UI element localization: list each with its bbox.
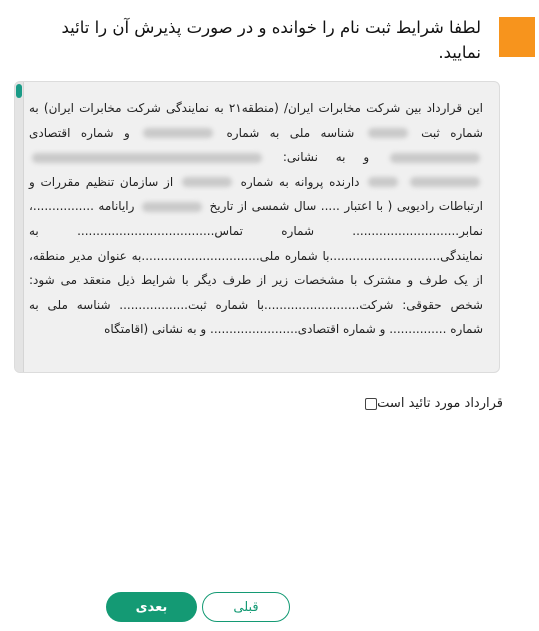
redacted-value bbox=[410, 177, 480, 187]
redacted-value bbox=[142, 202, 202, 212]
contract-line: دارنده پروانه به شماره bbox=[240, 174, 360, 189]
contract-line: یک طرف و مشترک با مشخصات زیر از طرف دیگر با شرایط ذیل منعقد می شود: bbox=[29, 273, 468, 288]
contract-line: شماره ثبت bbox=[421, 125, 483, 140]
contract-line: نمابر............................ شماره تماس.................................... به bbox=[29, 223, 483, 238]
redacted-value bbox=[32, 153, 262, 163]
page-title: لطفا شرایط ثبت نام را خوانده و در صورت پذیرش آن را تائید نمایید. bbox=[61, 18, 481, 62]
scrollbar[interactable] bbox=[15, 82, 24, 372]
redacted-value bbox=[368, 177, 398, 187]
agree-checkbox-row[interactable] bbox=[362, 396, 503, 411]
redacted-value bbox=[182, 177, 232, 187]
contract-line: رادیویی ( با اعتبار ..... سال شمسی از تاریخ bbox=[209, 199, 435, 214]
previous-button[interactable]: قبلی bbox=[202, 592, 290, 622]
next-button[interactable]: بعدی bbox=[106, 592, 197, 622]
redacted-value bbox=[368, 128, 408, 138]
contract-line: این قرارداد بین شرکت مخابرات ایران/ (منطقه۲۱ به نمایندگی شرکت مخابرات ایران) به bbox=[29, 101, 483, 115]
contract-line: و به نشانی: bbox=[282, 150, 370, 165]
contract-line: از سازمان تنظیم مقررات و ارتباطات bbox=[29, 174, 483, 214]
contract-body bbox=[29, 96, 483, 342]
contract-line: شناسه ملی به شماره bbox=[226, 125, 355, 140]
contract-line: رایانامه ................، bbox=[29, 199, 135, 214]
redacted-value bbox=[143, 128, 213, 138]
agree-checkbox[interactable] bbox=[365, 398, 377, 410]
scrollbar-thumb[interactable] bbox=[16, 84, 22, 98]
contract-line: و شماره اقتصادی bbox=[29, 125, 130, 140]
redacted-value bbox=[390, 153, 480, 163]
contract-text-box[interactable] bbox=[14, 81, 500, 373]
accent-square bbox=[499, 17, 535, 57]
contract-line: نمایندگی.............................با شماره ملی...............................به عنوان مدیر منطقه، از bbox=[29, 248, 483, 288]
contract-line: شخص حقوقی: شرکت.........................با شماره ثبت.................. شناسه ملی به شماره bbox=[29, 297, 483, 337]
header bbox=[0, 15, 539, 75]
agree-label: قرارداد مورد تائید است bbox=[377, 396, 503, 411]
contract-line: ............... و شماره اقتصادی....................... و به نشانی (اقامتگاه bbox=[104, 322, 447, 337]
